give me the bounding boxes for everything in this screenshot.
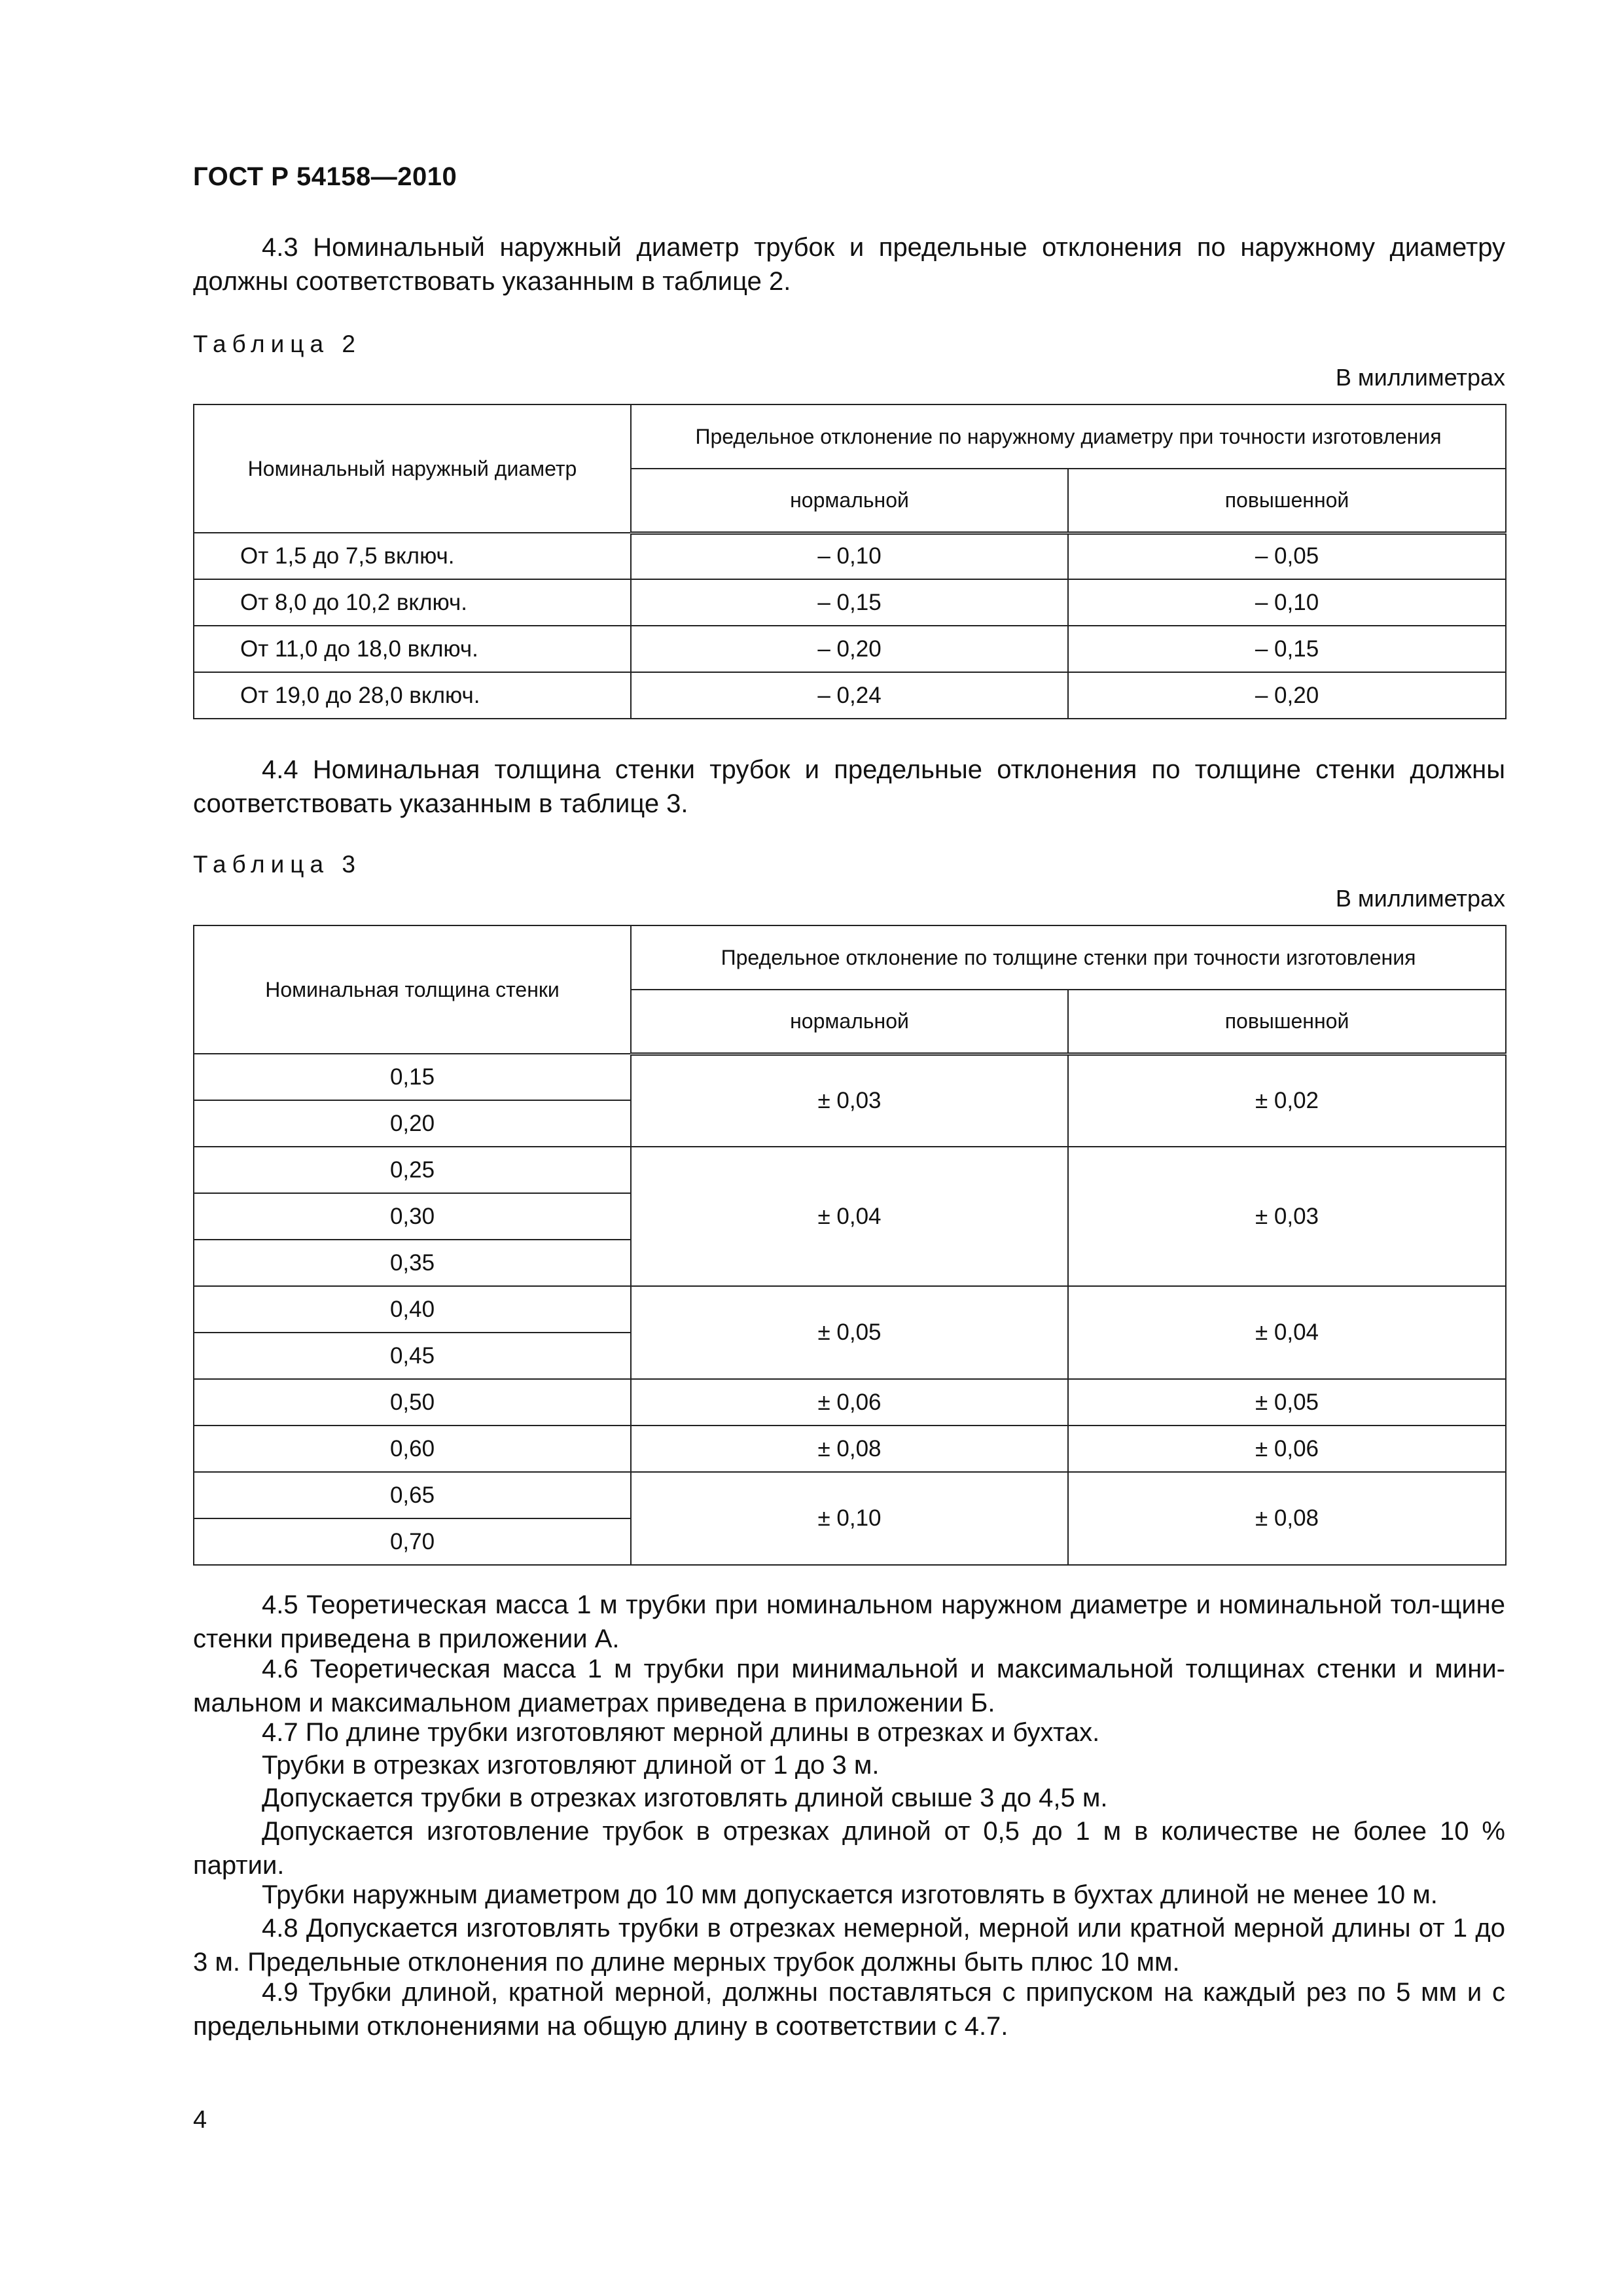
table-3-cell-thickness: 0,30: [194, 1193, 631, 1240]
table-2-cell-normal: – 0,24: [631, 672, 1068, 719]
table-row: [194, 1472, 1506, 1518]
table-row: [194, 579, 1506, 626]
table-row: [194, 1286, 1506, 1333]
table-3-cell-thickness: 0,45: [194, 1333, 631, 1379]
paragraph-4-8: 4.8 Допускается изготовлять трубки в отрезках немерной, мерной или кратной мерной длины от 1 до 3 м. Предельные отклонения по длине мерных трубок должны быть плюс 10 мм.: [193, 1914, 1505, 1977]
table-3-cell-normal: ± 0,04: [631, 1147, 1068, 1286]
table-row: [194, 1054, 1506, 1100]
table-3-cell-high: ± 0,08: [1068, 1472, 1506, 1565]
table-2-caption: Таблица 2: [193, 331, 361, 357]
table-2-cell-normal: – 0,20: [631, 626, 1068, 672]
table-3-cell-thickness: 0,65: [194, 1472, 631, 1518]
table-2-cell-high: – 0,20: [1068, 672, 1506, 719]
table-2-units: В миллиметрах: [1335, 364, 1505, 391]
table-3-cell-high: ± 0,06: [1068, 1426, 1506, 1472]
table-3-units: В миллиметрах: [1335, 885, 1505, 912]
table-row: [194, 1426, 1506, 1472]
table-3-header-normal: нормальной: [631, 990, 1068, 1054]
table-3-cell-high: ± 0,05: [1068, 1379, 1506, 1426]
table-2: [193, 404, 1507, 719]
paragraph-4-5: 4.5 Теоретическая масса 1 м трубки при номинальном наружном диаметре и номинальной тол-щине стенки приведена в приложении А.: [193, 1590, 1505, 1653]
table-2-header-normal: нормальной: [631, 469, 1068, 533]
table-2-cell-high: – 0,05: [1068, 533, 1506, 579]
table-3-cell-thickness: 0,35: [194, 1240, 631, 1286]
table-2-cell-range: От 8,0 до 10,2 включ.: [194, 579, 631, 626]
document-code-header: ГОСТ Р 54158—2010: [193, 162, 457, 191]
table-3-cell-thickness: 0,40: [194, 1286, 631, 1333]
paragraph-4-7-lengths: Трубки в отрезках изготовляют длиной от 1 до 3 м.: [262, 1751, 880, 1780]
table-3-cell-high: ± 0,02: [1068, 1054, 1506, 1147]
table-3-cell-normal: ± 0,06: [631, 1379, 1068, 1426]
paragraph-4-3: 4.3 Номинальный наружный диаметр трубок и предельные отклонения по наружному диаметру должны соответствовать указанным в таблице 2.: [193, 233, 1505, 296]
table-row: [194, 1147, 1506, 1193]
table-3-header-deviation: Предельное отклонение по толщине стенки при точности изготовления: [631, 925, 1506, 990]
table-row: [194, 533, 1506, 579]
table-3-cell-thickness: 0,70: [194, 1518, 631, 1565]
paragraph-4-7: 4.7 По длине трубки изготовляют мерной длины в отрезках и бухтах.: [262, 1718, 1100, 1747]
table-row: [194, 672, 1506, 719]
table-3-cell-thickness: 0,25: [194, 1147, 631, 1193]
page-number: 4: [193, 2106, 207, 2134]
table-row: [194, 626, 1506, 672]
paragraph-4-7-coils: Трубки наружным диаметром до 10 мм допускается изготовлять в бухтах длиной не менее 10 м.: [262, 1880, 1438, 1909]
table-2-cell-normal: – 0,15: [631, 579, 1068, 626]
table-3-cell-normal: ± 0,10: [631, 1472, 1068, 1565]
table-3-header-high: повышенной: [1068, 990, 1506, 1054]
paragraph-4-4: 4.4 Номинальная толщина стенки трубок и предельные отклонения по толщине стенки должны соответствовать указанным в таблице 3.: [193, 755, 1505, 818]
table-3-cell-high: ± 0,03: [1068, 1147, 1506, 1286]
table-3-cell-normal: ± 0,05: [631, 1286, 1068, 1379]
table-3-cell-normal: ± 0,03: [631, 1054, 1068, 1147]
paragraph-4-7-short: Допускается изготовление трубок в отрезках длиной от 0,5 до 1 м в количестве не более 10 % партии.: [193, 1817, 1505, 1880]
table-2-cell-range: От 11,0 до 18,0 включ.: [194, 626, 631, 672]
table-2-cell-range: От 19,0 до 28,0 включ.: [194, 672, 631, 719]
table-3-caption: Таблица 3: [193, 851, 361, 878]
table-2-cell-high: – 0,15: [1068, 626, 1506, 672]
table-3-cell-thickness: 0,60: [194, 1426, 631, 1472]
table-row: [194, 1379, 1506, 1426]
paragraph-4-6: 4.6 Теоретическая масса 1 м трубки при минимальной и максимальной толщинах стенки и мини-мальном и максимальном диаметрах приведена в приложении Б.: [193, 1655, 1505, 1717]
table-2-cell-normal: – 0,10: [631, 533, 1068, 579]
table-3-cell-high: ± 0,04: [1068, 1286, 1506, 1379]
paragraph-4-9: 4.9 Трубки длиной, кратной мерной, должны поставляться с припуском на каждый рез по 5 мм и с предельными отклонениями на общую длину в соответствии с 4.7.: [193, 1978, 1505, 2041]
table-2-header-deviation: Предельное отклонение по наружному диаметру при точности изготовления: [631, 404, 1506, 469]
table-2-header-high: повышенной: [1068, 469, 1506, 533]
table-3-cell-normal: ± 0,08: [631, 1426, 1068, 1472]
table-3: [193, 925, 1507, 1566]
table-3-cell-thickness: 0,15: [194, 1054, 631, 1100]
table-3-header-thickness: Номинальная толщина стенки: [194, 925, 631, 1054]
table-3-cell-thickness: 0,20: [194, 1100, 631, 1147]
table-2-cell-high: – 0,10: [1068, 579, 1506, 626]
table-2-header-diameter: Номинальный наружный диаметр: [194, 404, 631, 533]
paragraph-4-7-allowed: Допускается трубки в отрезках изготовлять длиной свыше 3 до 4,5 м.: [262, 1784, 1108, 1812]
table-2-cell-range: От 1,5 до 7,5 включ.: [194, 533, 631, 579]
table-3-cell-thickness: 0,50: [194, 1379, 631, 1426]
